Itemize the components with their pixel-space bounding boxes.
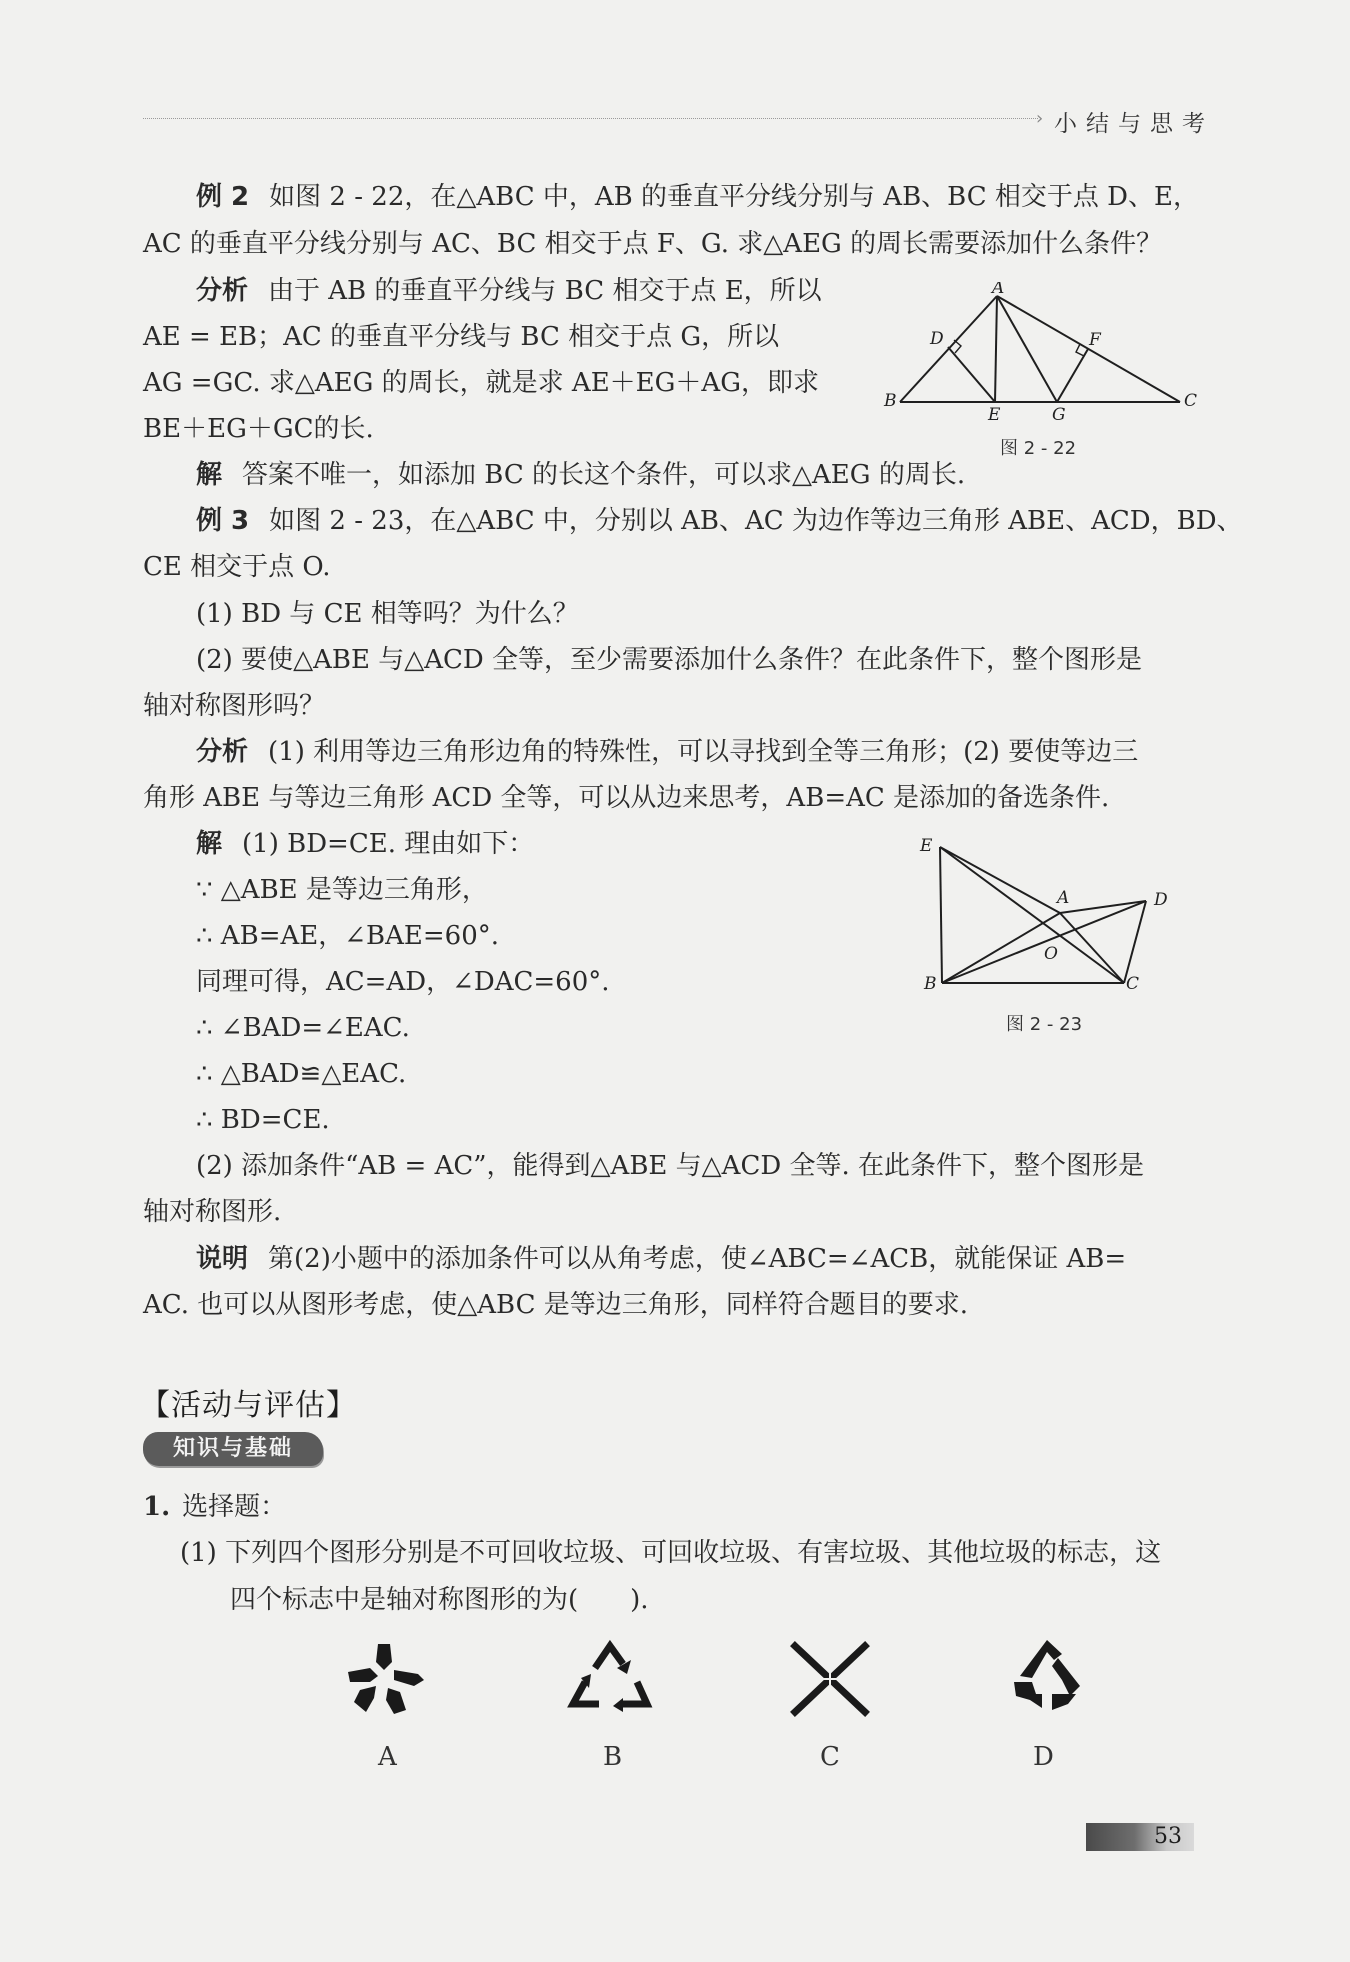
fig23-segment-eb bbox=[940, 847, 942, 983]
example3-solution-line1 bbox=[196, 827, 534, 861]
fig23-label-a: A bbox=[1057, 888, 1070, 908]
recyclable-symbol-icon bbox=[565, 1638, 655, 1718]
fig22-label-g: G bbox=[1052, 405, 1066, 422]
example3-note-text-1: 第(2)小题中的添加条件可以从角考虑，使∠ABC=∠ACB，就能保证 AB= bbox=[268, 1244, 1127, 1274]
fig22-label-d: D bbox=[930, 329, 944, 349]
fig23-label-d: D bbox=[1154, 890, 1168, 910]
example2-analysis-text-1: 由于 AB 的垂直平分线与 BC 相交于点 E，所以 bbox=[268, 276, 822, 306]
question1-1-line1: (1) 下列四个图形分别是不可回收垃圾、可回收垃圾、有害垃圾、其他垃圾的标志，这 bbox=[180, 1538, 1162, 1568]
example3-text-line1: 如图 2 - 23，在△ABC 中，分别以 AB、AC 为边作等边三角形 ABE、ACD，BD、 bbox=[269, 506, 1243, 536]
fig23-segment-dc bbox=[1124, 901, 1146, 983]
other-waste-symbol-icon bbox=[1002, 1636, 1092, 1720]
option-d-label: D bbox=[1033, 1742, 1054, 1772]
fig22-label-b: B bbox=[884, 391, 897, 411]
example2-text-line1: 如图 2 - 22，在△ABC 中，AB 的垂直平分线分别与 AB、BC 相交于点 D、E， bbox=[269, 182, 1200, 212]
fig23-label-e: E bbox=[920, 836, 933, 856]
fig22-segment-ae bbox=[995, 296, 997, 402]
fig23-label-b: B bbox=[924, 974, 937, 994]
option-c-label: C bbox=[820, 1742, 840, 1772]
fig22-segment-ag bbox=[997, 296, 1057, 402]
knowledge-basics-badge: 知识与基础 bbox=[143, 1432, 323, 1466]
example3-analysis-text-1: (1) 利用等边三角形边角的特殊性，可以寻找到全等三角形；(2) 要使等边三 bbox=[268, 737, 1139, 767]
question1-heading bbox=[143, 1490, 286, 1524]
fig22-segment-fg bbox=[1057, 349, 1088, 402]
header-arrow-icon: › bbox=[1036, 108, 1044, 129]
fig22-label-c: C bbox=[1184, 391, 1198, 411]
example3-part2-line2: 轴对称图形. bbox=[143, 1197, 282, 1227]
example2-analysis-line3: AG =GC. 求△AEG 的周长，就是求 AE＋EG＋AG，即求 bbox=[143, 368, 819, 398]
example3-note-line1 bbox=[196, 1242, 1126, 1276]
example3-question2-line2: 轴对称图形吗？ bbox=[143, 691, 326, 721]
figure-2-23-caption: 图 2 - 23 bbox=[1006, 1014, 1083, 1035]
fig23-label-c: C bbox=[1126, 974, 1140, 994]
example3-question1: (1) BD 与 CE 相等吗？为什么？ bbox=[196, 599, 579, 629]
figure-2-22-caption: 图 2 - 22 bbox=[1000, 438, 1077, 459]
fig22-segment-de bbox=[948, 347, 995, 402]
example3-solution-label: 解 bbox=[196, 829, 223, 859]
example3-intro-line1 bbox=[196, 504, 1243, 538]
figure-2-23 bbox=[912, 835, 1182, 995]
fig22-label-a: A bbox=[992, 282, 1005, 298]
example2-analysis-line1 bbox=[196, 274, 822, 308]
example3-note-label: 说明 bbox=[196, 1244, 249, 1274]
example3-question2-line1: (2) 要使△ABE 与△ACD 全等，至少需要添加什么条件？在此条件下，整个图形是 bbox=[196, 645, 1142, 675]
example2-analysis-line4: BE＋EG＋GC的长. bbox=[143, 414, 374, 444]
example3-analysis-line1 bbox=[196, 735, 1138, 769]
example3-analysis-line2: 角形 ABE 与等边三角形 ACD 全等，可以从边来思考，AB=AC 是添加的备选条件. bbox=[143, 783, 1110, 813]
option-a-label: A bbox=[378, 1742, 397, 1772]
example3-label: 例 3 bbox=[196, 506, 250, 536]
example2-analysis-line2: AE = EB；AC 的垂直平分线与 BC 相交于点 G，所以 bbox=[143, 322, 780, 352]
proof-step-5: ∴ △BAD≌△EAC. bbox=[196, 1059, 407, 1089]
fig23-segment-bd bbox=[942, 901, 1146, 983]
figure-2-22 bbox=[880, 282, 1210, 422]
example2-label: 例 2 bbox=[196, 182, 250, 212]
proof-step-2: ∴ AB=AE，∠BAE=60°. bbox=[196, 921, 500, 951]
example2-solution-line bbox=[196, 458, 965, 492]
example3-solution-text-1: (1) BD=CE. 理由如下： bbox=[242, 829, 535, 859]
fig23-label-o: O bbox=[1044, 944, 1058, 964]
proof-step-6: ∴ BD=CE. bbox=[196, 1105, 330, 1135]
question1-number: 1. bbox=[143, 1492, 171, 1522]
header-title: 小结与思考 bbox=[1054, 111, 1214, 137]
question1-title: 选择题： bbox=[182, 1492, 287, 1522]
non-recyclable-symbol-icon bbox=[340, 1640, 430, 1720]
fig22-label-e: E bbox=[988, 405, 1001, 422]
fig23-segment-ec bbox=[940, 847, 1124, 983]
proof-step-1: ∵ △ABE 是等边三角形， bbox=[196, 875, 488, 905]
example2-solution-label: 解 bbox=[196, 460, 223, 490]
fig22-label-f: F bbox=[1089, 330, 1101, 350]
hazardous-symbol-icon bbox=[785, 1638, 875, 1718]
example2-analysis-label: 分析 bbox=[196, 276, 249, 306]
example2-text-line2: AC 的垂直平分线分别与 AC、BC 相交于点 F、G. 求△AEG 的周长需要添加什么条件？ bbox=[143, 229, 1163, 259]
activity-section-title: 【活动与评估】 bbox=[140, 1388, 357, 1423]
example3-part2-line1: (2) 添加条件“AB = AC”，能得到△ABE 与△ACD 全等. 在此条件下，整个图形是 bbox=[196, 1151, 1144, 1181]
question1-1-line2: 四个标志中是轴对称图形的为( ). bbox=[230, 1585, 649, 1615]
proof-step-3: 同理可得，AC=AD，∠DAC=60°. bbox=[196, 967, 610, 997]
example2-intro-line1 bbox=[196, 180, 1199, 214]
example2-solution-text: 答案不唯一，如添加 BC 的长这个条件，可以求△AEG 的周长. bbox=[242, 460, 966, 490]
option-b-label: B bbox=[603, 1742, 623, 1772]
example3-analysis-label: 分析 bbox=[196, 737, 249, 767]
proof-step-4: ∴ ∠BAD=∠EAC. bbox=[196, 1013, 410, 1043]
header-dotted-rule bbox=[143, 118, 1038, 119]
example3-text-line2: CE 相交于点 O. bbox=[143, 552, 331, 582]
example3-note-line2: AC. 也可以从图形考虑，使△ABC 是等边三角形，同样符合题目的要求. bbox=[143, 1290, 969, 1320]
fig23-segment-ea bbox=[940, 847, 1060, 913]
page-number: 53 bbox=[1154, 1824, 1182, 1849]
